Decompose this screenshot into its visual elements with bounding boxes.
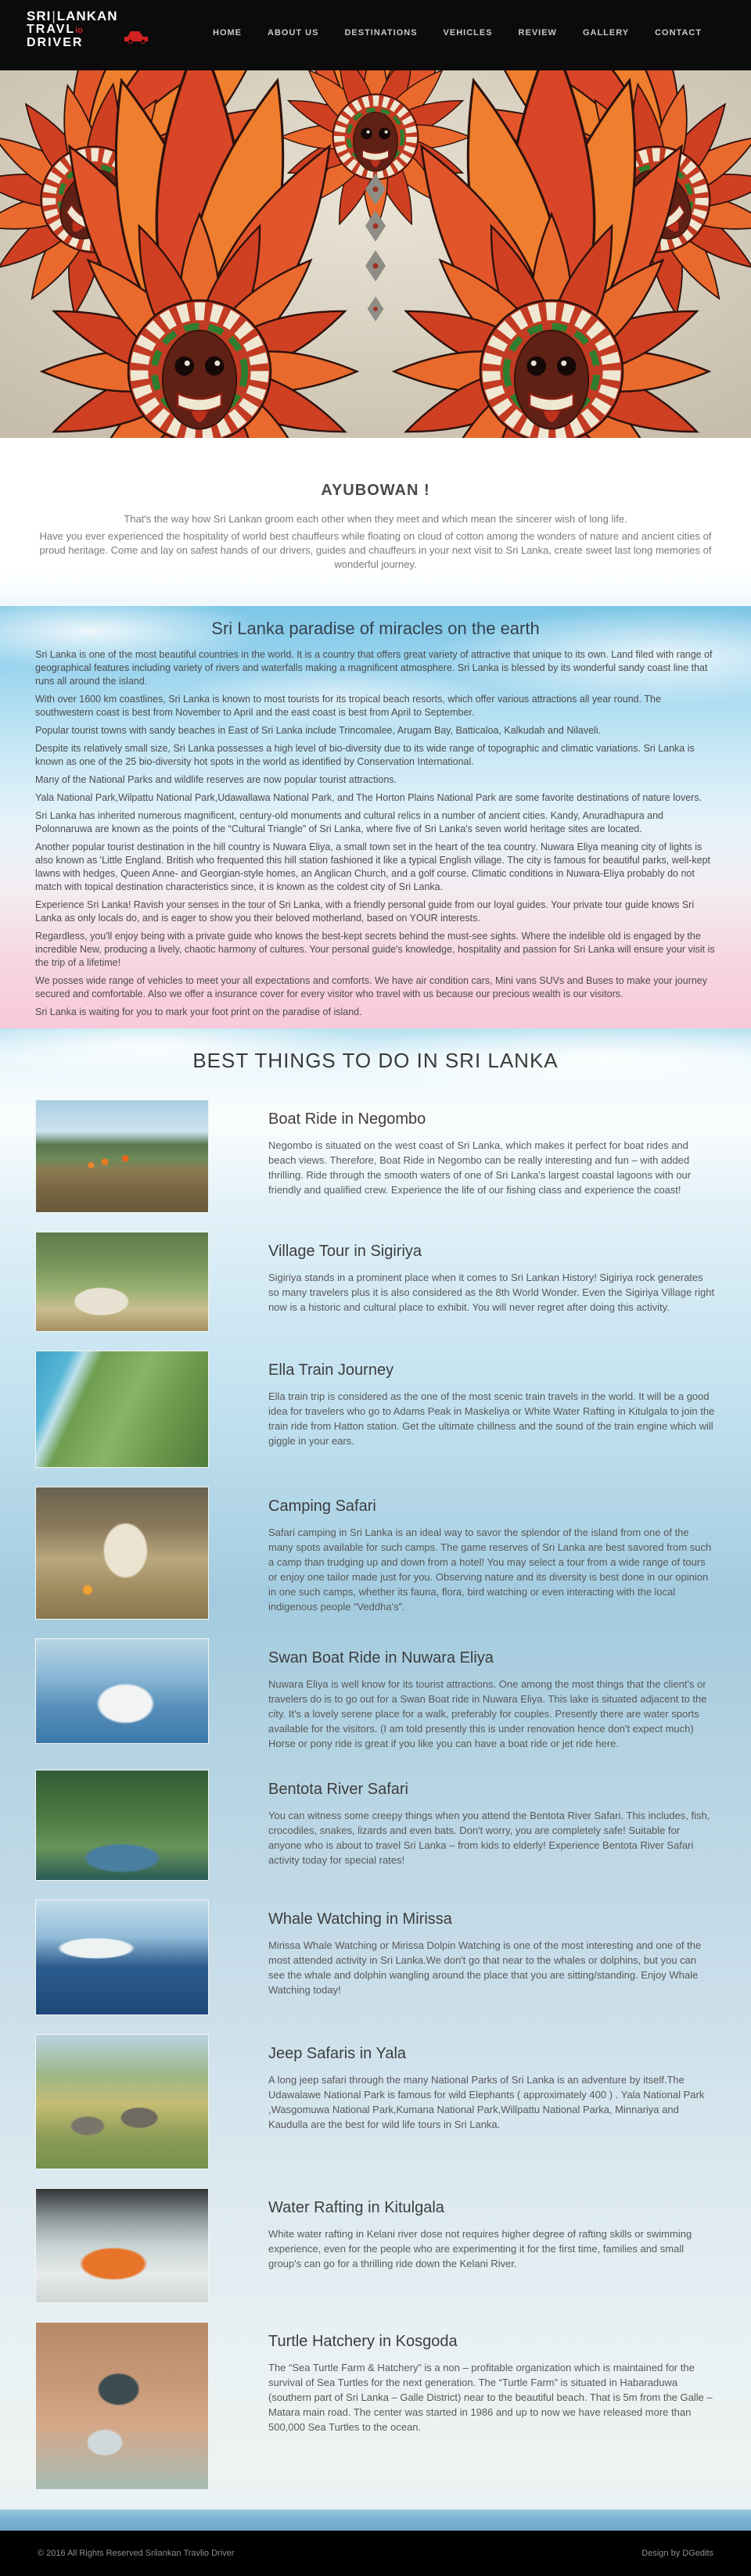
intro-line1: That's the way how Sri Lankan groom each other when they meet and which mean the sincerer wish of long life.: [124, 513, 627, 525]
intro-heading: AYUBOWAN !: [321, 482, 430, 499]
list-item: [35, 1770, 716, 1881]
list-item: [35, 1100, 716, 1213]
item-body: Sigiriya stands in a prominent place when it comes to Sri Lankan History! Sigiriya rock generates so many travelers plus it is also considered as the 8th World Wonder. Even the Sigiriya Village right now is a historic and cultural place to exhibit. You will never regret after doing this activity.: [268, 1272, 715, 1313]
swan-boat-photo: [35, 1638, 209, 1744]
nav-review[interactable]: REVIEW: [518, 28, 557, 38]
intro-section: [0, 438, 751, 606]
item-title: Jeep Safaris in Yala: [268, 2045, 407, 2062]
site-footer: [0, 2531, 751, 2576]
item-body: A long jeep safari through the many National Parks of Sri Lanka is an adventure by itself.The Udawalawe National Park is famous for wild Elephants ( approximately 400 ) . Yala National Park ,Wasgomuwa National Park,Kumana National Park,Willpattu National Parka, Minnariya and Kaudulla are the best for wild life tours in Sri Lanka.: [268, 2074, 705, 2130]
item-body: Ella train trip is considered as the one of the most scenic train travels in the world. It will be a good idea for travelers who go to Adams Peak in Maskeliya or White Water Rafting in Kitulgala to join the train ride from Hatton station. Get the ultimate chillness and the sound of the train engine which will giggle in your ears.: [268, 1390, 715, 1447]
paradise-paragraph: Experience Sri Lanka! Ravish your senses in the tour of Sri Lanka, with a friendly personal guide from our loyal guides. Your private tour guide knows Sri Lanka as only locals do, and is eager to show you their beloved motherland, based on YOUR interests.: [35, 899, 695, 924]
list-item: [35, 2034, 716, 2169]
list-item: [35, 1351, 716, 1468]
logo-line1: SRI|LANKAN: [27, 9, 118, 23]
paradise-heading: Sri Lanka paradise of miracles on the earth: [211, 619, 540, 638]
whale-watching-photo: [35, 1900, 209, 2015]
nav-about-us[interactable]: ABOUT US: [268, 28, 319, 38]
item-title: Swan Boat Ride in Nuwara Eliya: [268, 1649, 494, 1667]
item-body: Nuwara Eliya is well know for its tourist attractions. One among the most things that the client's or travelers do is to go out for a Swan Boat ride in Nuwara Eliya. This lake is situated adjacent to the city. It's a lovely serene place for a walk, preferably for couples. Presently there are water sports available for the visitors. (I am told presently this is under renovation hence don't expect much) Horse or pony ride is great if you like you can have a boat ride or jet ride here.: [268, 1678, 707, 1749]
item-title: Turtle Hatchery in Kosgoda: [268, 2333, 458, 2350]
list-item: [35, 2188, 716, 2303]
paradise-paragraph: Despite its relatively small size, Sri Lanka possesses a high level of bio-diversity due to its wide range of topographic and climatic variations. Sri Lanka is known as one of the 25 bio-diversity hot spots in the world as identified by Conservation International.: [35, 743, 695, 767]
item-title: Bentota River Safari: [268, 1781, 408, 1798]
site-logo[interactable]: [27, 9, 149, 49]
list-item: [35, 2322, 716, 2490]
water-rafting-photo: [35, 2188, 209, 2303]
item-title: Boat Ride in Negombo: [268, 1110, 426, 1128]
paradise-paragraph: Another popular tourist destination in the hill country is Nuwara Eliya, a small town set in the heart of the tea country. Nuwara Eliya meaning city of lights is also known as 'Little England. British who frequented this hill station fashioned it like a typical English village. The city is famous for beautiful parks, well-kept lawns with hedges, Queen Anne- and Georgian-style homes, an Anglican Church, and a golf course. Climatic conditions in Nuwara-Eliya probably do not match with topical destination characteristics since, it is known as the coldest city of Sri Lanka.: [35, 841, 711, 892]
logo-line3: DRIVER: [27, 35, 84, 49]
list-item: [35, 1900, 716, 2015]
nav-vehicles[interactable]: VEHICLES: [443, 28, 493, 38]
list-item: [35, 1232, 716, 1332]
item-body: White water rafting in Kelani river dose not requires higher degree of rafting skills or swimming experience, even for the people who are experimenting it for the first time, families and small group's can go for a thrilling ride down the Kelani River.: [268, 2228, 692, 2269]
item-body: Negombo is situated on the west coast of Sri Lanka, which makes it perfect for boat rides and beach views. Therefore, Boat Ride in Negombo can be really interesting and fun – with added thrilling. Ride through the smooth waters of one of Sri Lanka's largest coastal lagoons with our friendly and qualified crew. Experience the life of our fishing class and experience the coast!: [268, 1139, 692, 1196]
site-header: [0, 0, 751, 70]
paradise-paragraph: Sri Lanka is one of the most beautiful countries in the world. It is a country that offers great variety of attractive that unique to its own. Land filed with range of geographical features including variety of rivers and waterfalls making a magnificent atmosphere. Sri Lanka is blessed by its wonderful sandy coast line that runs all around the island.: [35, 649, 713, 687]
paradise-paragraph: Popular tourist towns with sandy beaches in East of Sri Lanka include Trincomalee, Arugam Bay, Batticaloa, Kalkudah and Nilaveli.: [35, 725, 602, 736]
paradise-paragraph: Many of the National Parks and wildlife reserves are now popular tourist attractions.: [35, 774, 397, 785]
item-title: Camping Safari: [268, 1498, 376, 1515]
list-item: [35, 1487, 716, 1620]
bentota-river-safari-photo: [35, 1770, 209, 1881]
list-item: [35, 1638, 716, 1751]
paradise-paragraph: Sri Lanka is waiting for you to mark your foot print on the paradise of island.: [35, 1006, 362, 1017]
item-title: Water Rafting in Kitulgala: [268, 2199, 444, 2216]
best-things-heading: BEST THINGS TO DO IN SRI LANKA: [192, 1049, 559, 1072]
paradise-section: [0, 606, 751, 1028]
paradise-paragraph: Yala National Park,Wilpattu National Park,Udawallawa National Park, and The Horton Plains National Park are some favorite destinations of nature lovers.: [35, 792, 702, 803]
ella-train-photo: [35, 1351, 209, 1468]
red-car-icon: [123, 27, 149, 48]
nav-home[interactable]: HOME: [213, 28, 242, 38]
item-title: Whale Watching in Mirissa: [268, 1910, 452, 1928]
sigiriya-village-tour-photo: [35, 1232, 209, 1332]
nav-contact[interactable]: CONTACT: [655, 28, 702, 38]
item-title: Ella Train Journey: [268, 1362, 394, 1379]
negombo-boat-ride-photo: [35, 1100, 209, 1213]
paradise-paragraph: With over 1600 km coastlines, Sri Lanka is known to most tourists for its tropical beach resorts, which offer various attractions all year round. The southwestern coast is best from November to April and the east coast is best from April to September.: [35, 694, 661, 718]
nav-gallery[interactable]: GALLERY: [582, 28, 630, 38]
turtle-hatchery-photo: [35, 2322, 209, 2490]
nav-destinations[interactable]: DESTINATIONS: [344, 28, 418, 38]
main-nav: [213, 28, 702, 38]
design-credit-link[interactable]: Design by DGedits: [641, 2549, 713, 2558]
hero-masks-artwork: [0, 70, 751, 438]
item-body: You can witness some creepy things when you attend the Bentota River Safari. This includes, fish, crocodiles, snakes, lizards and even bats. Don't worry, you are completely safe! Suitable for anyone who is about to travel Sri Lanka – from kids to elderly! Experience Bentota River Safari activity today for special rates!: [268, 1810, 710, 1866]
item-title: Village Tour in Sigiriya: [268, 1243, 422, 1260]
item-body: Mirissa Whale Watching or Mirissa Dolpin Watching is one of the most interesting and one of the most attended activity in Sri Lanka.We don't go that near to the whales or dolphins, but you can see the whale and dolphin wangling around the place that you are sitting/standing. Enjoy Whale Watching today!: [268, 1939, 702, 1996]
paradise-paragraph: We posses wide range of vehicles to meet your all expectations and comforts. We have air condition cars, Mini vans SUVs and Buses to make your journey secured and comfortable. Also we offer a insurance cover for every visitor who travel with us because our precious wealth is our visitors.: [35, 975, 707, 999]
paradise-paragraph: Sri Lanka has inherited numerous magnificent, century-old monuments and cultural relics in a number of ancient cities. Kandy, Anuradhapura and Polonnaruwa are known as the points of the “Cultural Triangle” of Sri Lanka, where five of Sri Lanka's seven world heritage sites are located.: [35, 810, 663, 834]
sea-horizon-strip: [0, 2509, 751, 2531]
logo-line2: TRAVLio: [27, 22, 83, 36]
item-body: The “Sea Turtle Farm & Hatchery” is a non – profitable organization which is maintained for the survival of Sea Turtles for the next generation. The “Turtle Farm” is situated in Habaraduwa (southern part of Sri Lanka – Galle District) near to the beautiful beach. That is 5m from the Galle – Matara main road. The center was started in 1986 and up to now we have released more than 500,000 Sea Turtles to the ocean.: [268, 2362, 713, 2433]
best-things-section: [0, 1028, 751, 2531]
paradise-paragraph: Regardless, you'll enjoy being with a private guide who knows the best-kept secrets behind the must-see sights. Where the indelible old is engaged by the incredible New, producing a lively, chaotic harmony of cultures. Your personal guide's knowledge, hospitality and passion for Sri Lanka will ensure your visit is the trip of a lifetime!: [35, 931, 715, 968]
intro-paragraph: Have you ever experienced the hospitality of world best chauffeurs while floating on cloud of cotton among the wonders of nature and ancient cities of proud heritage. Come and lay on safest hands of our drivers, guides and chauffeurs in your next visit to Sri Lanka, create sweet last long memories of wonderful journey.: [39, 530, 712, 570]
item-body: Safari camping in Sri Lanka is an ideal way to savor the splendor of the island from one of the many spots available for such camps. The game reserves of Sri Lanka are best savored from such a camp than trudging up and down from a hotel! You may select a tour from a wide range of tours or enjoy one tailor made just for you. Observing nature and its diversity is best done in our opinion in one such camps, whether its fauna, flora, bird watching or even interacting with the local indigenous people “Veddha's”.: [268, 1527, 712, 1613]
camping-safari-photo: [35, 1487, 209, 1620]
yala-jeep-safari-photo: [35, 2034, 209, 2169]
copyright-text: © 2016 All Rights Reserved Srilankan Travlio Driver: [38, 2549, 235, 2558]
